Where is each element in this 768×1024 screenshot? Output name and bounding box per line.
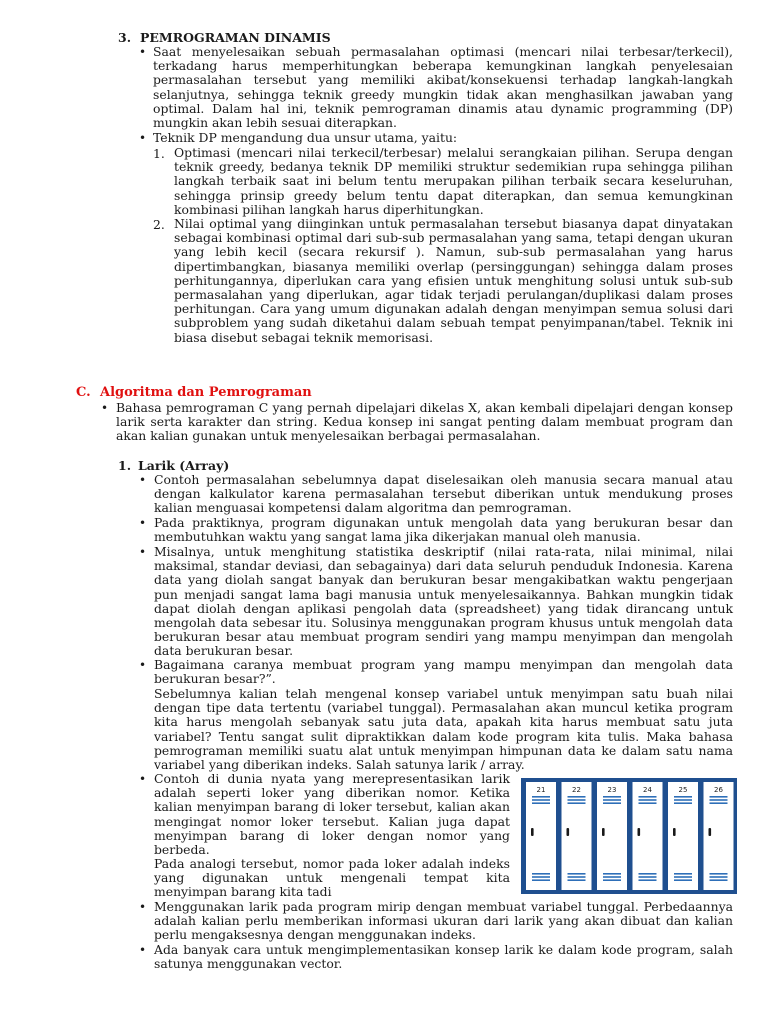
locker-vent <box>710 802 728 804</box>
locker-vent <box>603 879 621 881</box>
locker-vent <box>532 879 550 881</box>
dp-item-2-text: Nilai optimal yang diinginkan untuk permasalahan tersebut biasanya dapat dinyatakan sebagai kombinasi optimal dari sub-sub permasalahan yang sama, tetapi dengan ukuran yang lebih kecil (secara rekursif ). Namun, sub-sub permasalahan yang harus dipertimbangkan, biasanya memiliki overlap (persinggungan) sehingga dalam proses perhitungannya, diperlukan cara yang efisien untuk menghitung solusi untuk sub-sub permasalahan yang diperlukan, agar tidak terjadi perulangan/duplikasi dalam proses perhitungan. Cara yang umum digunakan adalah dengan menyimpan semua solusi dari subproblem yang sudah diketahui dalam sebuah tempat penyimpanan/tabel. Teknik ini biasa disebut sebagai teknik memorisasi. <box>174 216 733 345</box>
locker-handle <box>673 828 676 836</box>
locker-number: 22 <box>572 786 581 794</box>
locker-number: 21 <box>536 786 546 794</box>
locker-vent <box>639 876 657 878</box>
bullet-icon: • <box>139 516 147 530</box>
larik-bullet-7: Ada banyak cara untuk mengimplementasikan konsep larik ke dalam kode program, salah satunya menggunakan vector. <box>154 942 733 972</box>
locker-vent <box>639 796 657 798</box>
bullet-icon: • <box>139 545 147 559</box>
larik-heading <box>118 458 229 473</box>
locker-illustration <box>521 778 737 894</box>
larik-number: 1. <box>118 458 132 473</box>
bullet-icon: • <box>139 45 147 59</box>
dp-item-2-number: 2. <box>153 217 165 232</box>
locker-number: 25 <box>678 786 688 794</box>
locker-vent <box>639 799 657 801</box>
section-3-number: 3. <box>118 30 132 45</box>
locker-vent <box>568 802 586 804</box>
locker-handle <box>709 828 712 836</box>
locker-vent <box>532 799 550 801</box>
locker-vent <box>603 799 621 801</box>
locker-number: 23 <box>607 786 617 794</box>
larik-bullet-5-continuation: Pada analogi tersebut, nomor pada loker adalah indeks yang digunakan untuk mengenali tempat kita menyimpan barang kita tadi <box>154 856 510 900</box>
locker-vent <box>639 879 657 881</box>
locker-vent <box>710 796 728 798</box>
locker-vent <box>603 802 621 804</box>
locker-vent <box>674 796 692 798</box>
larik-title: Larik (Array) <box>138 458 230 473</box>
locker-vent <box>710 879 728 881</box>
locker-vent <box>639 802 657 804</box>
bullet-icon: • <box>139 473 147 487</box>
locker-vent <box>674 873 692 875</box>
locker-vent <box>674 876 692 878</box>
locker-vent <box>674 799 692 801</box>
locker-vent <box>532 802 550 804</box>
locker-vent <box>603 876 621 878</box>
dp-paragraph-1: Saat menyelesaikan sebuah permasalahan optimasi (mencari nilai terbesar/terkecil), terkadang harus memperhitungkan beberapa kemungkinan langkah penyelesaian permasalahan tersebut yang memiliki akibat/konsekuensi terhadap langkah-langkah selanjutnya, sehingga teknik greedy mungkin tidak akan menghasilkan jawaban yang optimal. Dalam hal ini, teknik pemrograman dinamis atau dynamic programming (DP) mungkin akan lebih sesuai diterapkan. <box>153 44 733 131</box>
locker-handle <box>531 828 534 836</box>
dp-paragraph-2: Teknik DP mengandung dua unsur utama, yaitu: <box>153 130 458 145</box>
larik-bullet-4: Bagaimana caranya membuat program yang mampu menyimpan dan mengolah data berukuran besar?”. <box>154 657 733 687</box>
locker-handle <box>638 828 641 836</box>
locker-number: 26 <box>714 786 723 794</box>
locker-vent <box>710 876 728 878</box>
dp-item-1-number: 1. <box>153 146 165 161</box>
locker-vent <box>568 873 586 875</box>
locker-vent <box>532 876 550 878</box>
locker-vent <box>603 796 621 798</box>
bullet-icon: • <box>139 772 147 786</box>
bullet-icon: • <box>101 401 109 415</box>
section-3-title: PEMROGRAMAN DINAMIS <box>140 30 331 45</box>
locker-handle <box>602 828 605 836</box>
bullet-icon: • <box>139 131 147 145</box>
locker-vent <box>674 802 692 804</box>
locker-vent <box>639 873 657 875</box>
larik-bullet-3: Misalnya, untuk menghitung statistika deskriptif (nilai rata-rata, nilai minimal, nilai maksimal, standar deviasi, dan sebagainya) dari data seluruh penduduk Indonesia. Karena data yang diolah sangat banyak dan berukuran besar mengakibatkan waktu pengerjaan pun menjadi sangat lama bagi manusia untuk menyelesaikannya. Bahkan mungkin tidak dapat diolah dengan aplikasi pengolah data (spreadsheet) yang tidak dirancang untuk mengolah data sebesar itu. Solusinya menggunakan program khusus untuk mengolah data berukuran besar atau membuat program sendiri yang mampu menyimpan dan mengolah data berukuran besar. <box>154 544 733 659</box>
section-c-intro: Bahasa pemrograman C yang pernah dipelajari dikelas X, akan kembali dipelajari dengan konsep larik serta karakter dan string. Kedua konsep ini sangat penting dalam membuat program dan akan kalian gunakan untuk menyelesaikan berbagai permasalahan. <box>116 400 733 444</box>
larik-bullet-6: Menggunakan larik pada program mirip dengan membuat variabel tunggal. Perbedaannya adalah kalian perlu memberikan informasi ukuran dari larik yang akan dibuat dan kalian perlu mengaksesnya dengan menggunakan indeks. <box>154 899 733 943</box>
section-c-letter: C. <box>76 385 91 400</box>
larik-bullet-1: Contoh permasalahan sebelumnya dapat diselesaikan oleh manusia secara manual atau dengan kalkulator karena permasalahan tersebut diberikan untuk mendukung proses kalian menguasai kompetensi dalam algoritma dan pemrograman. <box>154 472 733 516</box>
bullet-icon: • <box>139 943 147 957</box>
larik-bullet-4-continuation: Sebelumnya kalian telah mengenal konsep variabel untuk menyimpan satu buah nilai dengan tipe data tertentu (variabel tunggal). Permasalahan akan muncul ketika program kita harus mengolah sebanyak satu juta data, apakah kita harus membuat satu juta variabel? Tentu sangat sulit dipraktikkan dalam kode program kita tulis. Maka bahasa pemrograman memiliki suatu alat untuk menyimpan himpunan data ke dalam satu nama variabel yang diberikan indeks. Salah satunya larik / array. <box>154 686 733 773</box>
section-c-title: Algoritma dan Pemrograman <box>100 385 312 400</box>
locker-vent <box>568 796 586 798</box>
locker-vent <box>674 879 692 881</box>
locker-vent <box>532 873 550 875</box>
larik-bullet-5: Contoh di dunia nyata yang merepresentasikan larik adalah seperti loker yang diberikan nomor. Ketika kalian menyimpan barang di loker tersebut, kalian akan mengingat nomor loker tersebut. Kalian juga dapat menyimpan barang di loker dengan nomor yang berbeda. <box>154 771 510 858</box>
locker-handle <box>567 828 570 836</box>
section-c-heading <box>76 385 312 400</box>
locker-vent <box>568 876 586 878</box>
locker-number: 24 <box>643 786 652 794</box>
dp-item-1-text: Optimasi (mencari nilai terkecil/terbesar) melalui serangkaian pilihan. Serupa dengan teknik greedy, bedanya teknik DP memiliki struktur sedemikian rupa sehingga pilihan langkah terbaik saat ini belum tentu merupakan pilihan terbaik secara keseluruhan, sehingga prinsip greedy belum tentu dapat diterapkan, dan semua kemungkinan kombinasi pilihan langkah harus diperhitungkan. <box>174 145 733 217</box>
section-3-heading <box>118 30 331 45</box>
bullet-icon: • <box>139 900 147 914</box>
locker-vent <box>532 796 550 798</box>
locker-vent <box>568 879 586 881</box>
locker-vent <box>710 799 728 801</box>
larik-bullet-2: Pada praktiknya, program digunakan untuk mengolah data yang berukuran besar dan membutuhkan waktu yang sangat lama jika dikerjakan manual oleh manusia. <box>154 515 733 545</box>
bullet-icon: • <box>139 658 147 672</box>
locker-vent <box>568 799 586 801</box>
locker-vent <box>710 873 728 875</box>
locker-vent <box>603 873 621 875</box>
